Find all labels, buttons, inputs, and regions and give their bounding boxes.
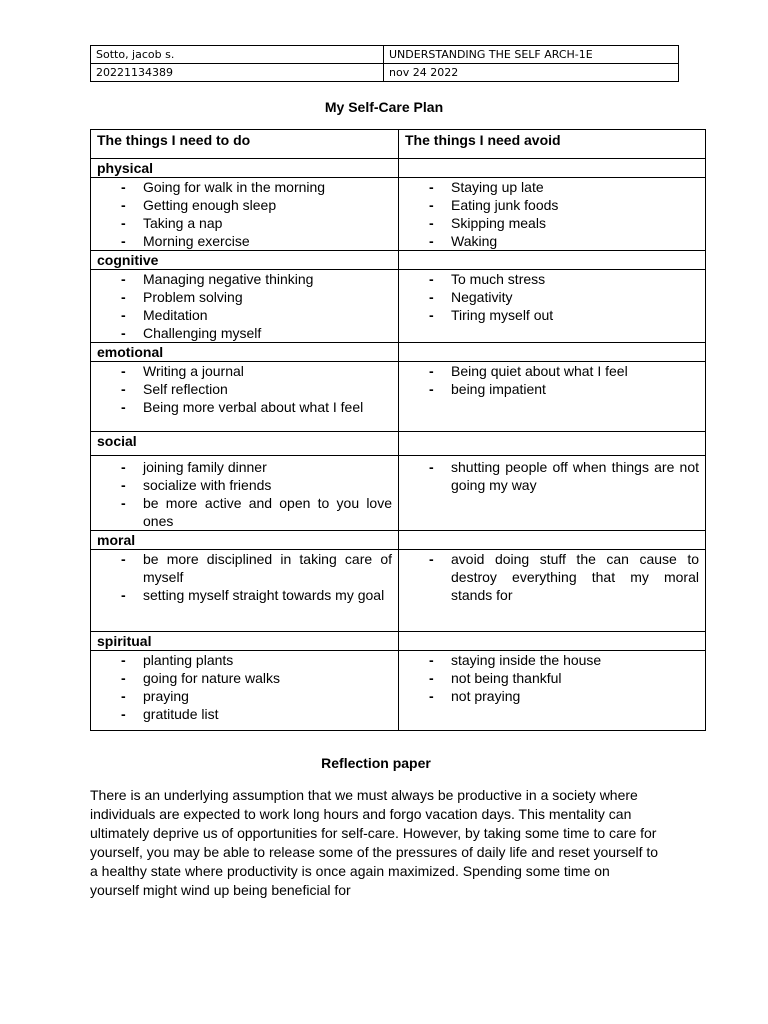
do-item: - Morning exercise [97,232,392,250]
self-care-plan-table [90,129,706,731]
avoid-item: - being impatient [405,380,699,398]
avoid-list [405,270,699,324]
avoid-item: - Negativity [405,288,699,306]
avoid-item: - not being thankful [405,669,699,687]
category-label: physical [91,159,399,178]
reflection-title: Reflection paper [321,755,431,771]
do-list [97,270,392,342]
items-row-emotional [91,362,706,432]
avoid-item: - Skipping meals [405,214,699,232]
avoid-list [405,550,699,604]
avoid-list [405,178,699,250]
category-label: moral [91,531,399,550]
items-row-moral [91,550,706,632]
category-row-cognitive [91,251,706,270]
column-header-avoid: The things I need avoid [399,130,706,159]
do-item: - Managing negative thinking [97,270,392,288]
category-row-moral [91,531,706,550]
category-label: social [91,432,399,456]
reflection-body: There is an underlying assumption that we must always be productive in a society where individuals are expected to work long hours and forgo vacation days. This mentality can ultimately deprive us of opportunities for self-care. However, by taking some time to care for yourself, you may be able to release some of the pressures of daily life and reset yourself to a healthy state where productivity is once again maximized. Spending some time on yourself might wind up being beneficial for [90,787,659,898]
do-item: - Taking a nap [97,214,392,232]
avoid-item: - avoid doing stuff the can cause to destroy everything that my moral stands for [405,550,699,604]
category-row-spiritual [91,632,706,651]
avoid-item: - Being quiet about what I feel [405,362,699,380]
do-item: - gratitude list [97,705,392,723]
avoid-item: - shutting people off when things are not going my way [405,458,699,494]
items-row-social [91,456,706,531]
do-list [97,550,392,604]
do-item: - planting plants [97,651,392,669]
do-item: - Meditation [97,306,392,324]
items-row-physical [91,178,706,251]
do-item: - Self reflection [97,380,392,398]
student-name: Sotto, jacob s. [91,46,384,64]
avoid-item: - To much stress [405,270,699,288]
do-item: - Writing a journal [97,362,392,380]
column-header-do: The things I need to do [91,130,399,159]
do-item: - Getting enough sleep [97,196,392,214]
do-item: - Being more verbal about what I feel [97,398,392,416]
do-item: - Challenging myself [97,324,392,342]
avoid-list [405,458,699,494]
avoid-item: - Eating junk foods [405,196,699,214]
plan-title: My Self-Care Plan [324,99,444,115]
do-list [97,458,392,530]
do-item: - be more disciplined in taking care of myself [97,550,392,586]
do-item: - praying [97,687,392,705]
items-row-spiritual [91,651,706,731]
category-label: spiritual [91,632,399,651]
avoid-item: - not praying [405,687,699,705]
do-item: - joining family dinner [97,458,392,476]
do-list [97,651,392,723]
category-row-social [91,432,706,456]
column-header-row [91,130,706,159]
do-item: - going for nature walks [97,669,392,687]
do-item: - be more active and open to you love ones [97,494,392,530]
do-item: - Problem solving [97,288,392,306]
course-code: UNDERSTANDING THE SELF ARCH-1E [384,46,679,64]
do-item: - socialize with friends [97,476,392,494]
student-id: 20221134389 [91,64,384,82]
category-label: cognitive [91,251,399,270]
category-row-physical [91,159,706,178]
avoid-item: - Waking [405,232,699,250]
category-label: emotional [91,343,399,362]
avoid-item: - staying inside the house [405,651,699,669]
student-info-table [90,45,679,82]
avoid-list [405,362,699,398]
do-list [97,362,392,416]
do-item: - setting myself straight towards my goal [97,586,392,604]
items-row-cognitive [91,270,706,343]
submission-date: nov 24 2022 [384,64,679,82]
do-list [97,178,392,250]
do-item: - Going for walk in the morning [97,178,392,196]
avoid-list [405,651,699,705]
avoid-item: - Staying up late [405,178,699,196]
avoid-item: - Tiring myself out [405,306,699,324]
category-row-emotional [91,343,706,362]
